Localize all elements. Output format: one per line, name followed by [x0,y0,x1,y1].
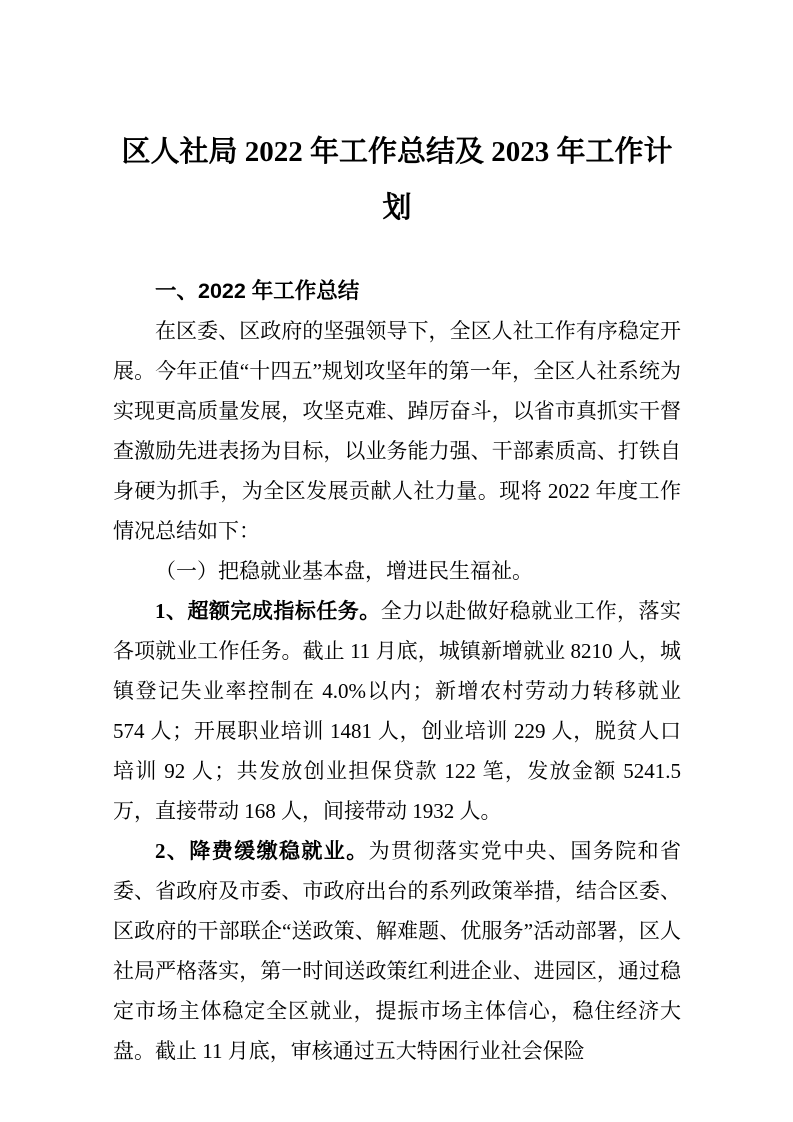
document-title-line-1: 区人社局 2022 年工作总结及 2023 年工作计 [121,136,673,168]
section-heading-2022-summary: 一、2022 年工作总结 [155,279,360,303]
document-title [113,124,681,236]
paragraph-intro: 在区委、区政府的坚强领导下，全区人社工作有序稳定开展。今年正值“十四五”规划攻坚年的第一年，全区人社系统为实现更高质量发展，攻坚克难、踔厉奋斗，以省市真抓实干督查激励先进表扬为目标，以业务能力强、干部素质高、打铁自身硬为抓手，为全区发展贡献人社力量。现将 2022 年度工作情况总结如下： [113,319,681,543]
paragraph-item-2 [113,831,681,1071]
subsection-heading-employment: （一）把稳就业基本盘，增进民生福祉。 [155,559,533,583]
document-title-line-2: 划 [382,192,412,224]
paragraph-item-1 [113,591,681,831]
paragraph-item-1-lead: 1、超额完成指标任务。 [155,599,381,623]
document-body [113,271,681,1071]
document-content [113,0,681,1071]
paragraph-item-1-text: 全力以赴做好稳就业工作，落实各项就业工作任务。截止 11 月底，城镇新增就业 8210 人，城镇登记失业率控制在 4.0%以内；新增农村劳动力转移就业 574 人；开展职业培训 1481 人，创业培训 229 人，脱贫人口培训 92 人；共发放创业担保贷款 122 笔，发放金额 5241.5 万，直接带动 168 人，间接带动 1932 人。 [113,599,682,823]
paragraph-item-2-lead: 2、降费缓缴稳就业。 [155,839,369,863]
paragraph-item-2-text: 为贯彻落实党中央、国务院和省委、省政府及市委、市政府出台的系列政策举措，结合区委、区政府的干部联企“送政策、解难题、优服务”活动部署，区人社局严格落实，第一时间送政策红利进企业、进园区，通过稳定市场主体稳定全区就业，提振市场主体信心，稳住经济大盘。截止 11 月底，审核通过五大特困行业社会保险 [113,839,682,1063]
